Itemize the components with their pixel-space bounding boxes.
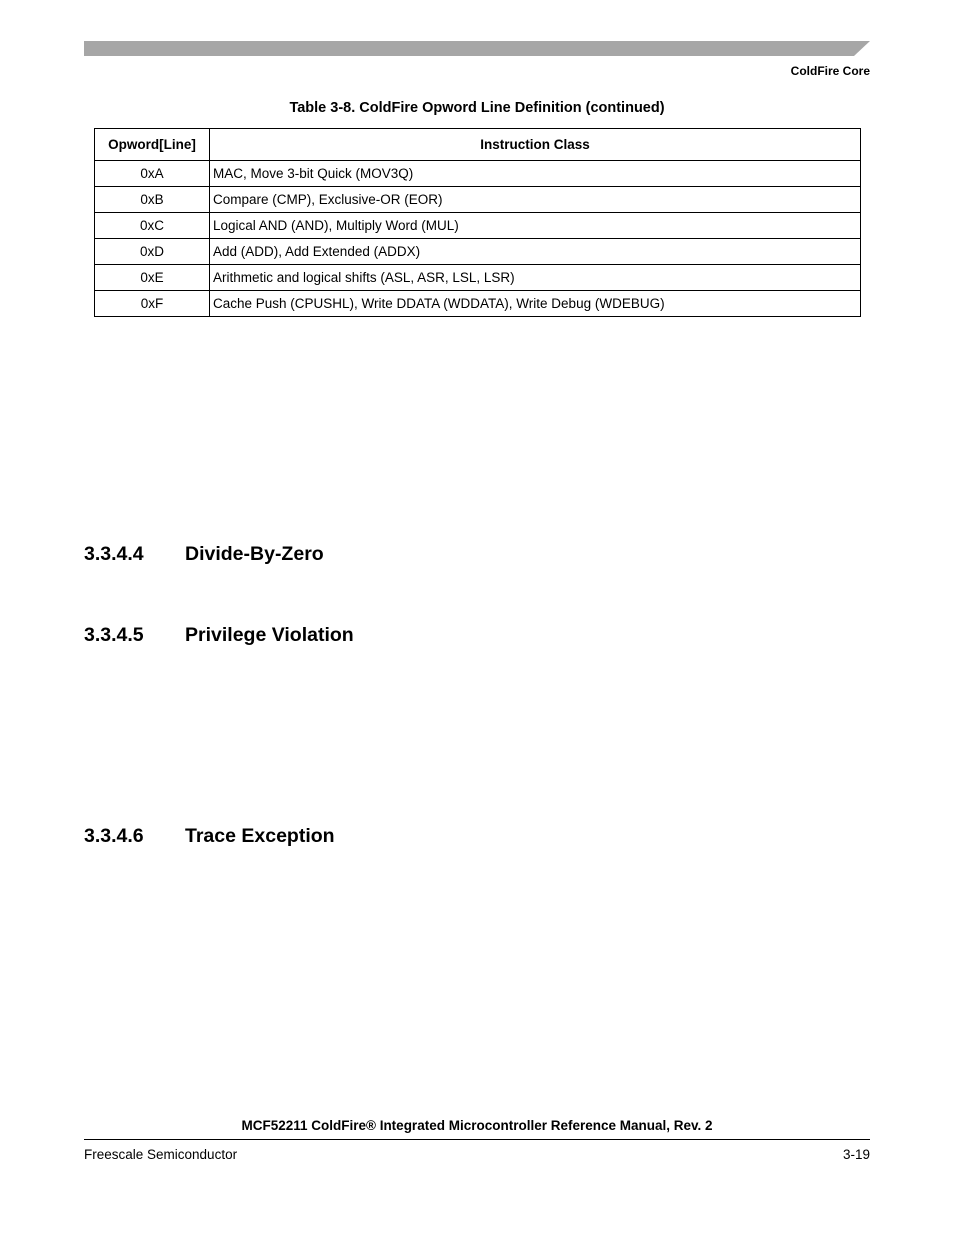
table-row (95, 187, 861, 213)
table-row (95, 291, 861, 317)
section-number: 3.3.4.4 (84, 543, 144, 565)
table-header-row (95, 129, 861, 161)
section-number: 3.3.4.5 (84, 624, 144, 646)
header-bar (84, 41, 870, 56)
instruction-class-cell: Compare (CMP), Exclusive-OR (EOR) (210, 187, 861, 213)
section-heading-privilege-violation (84, 624, 354, 647)
opword-table (94, 128, 861, 317)
table-row (95, 161, 861, 187)
footer-company: Freescale Semiconductor (84, 1147, 238, 1162)
instruction-class-cell: Cache Push (CPUSHL), Write DDATA (WDDATA), Write Debug (WDEBUG) (210, 291, 861, 317)
section-title: Privilege Violation (185, 624, 354, 646)
table-row (95, 213, 861, 239)
instruction-class-cell: MAC, Move 3-bit Quick (MOV3Q) (210, 161, 861, 187)
section-heading-trace-exception (84, 825, 335, 848)
section-title: Trace Exception (185, 825, 335, 847)
instruction-class-cell: Add (ADD), Add Extended (ADDX) (210, 239, 861, 265)
table-row (95, 265, 861, 291)
opword-cell: 0xB (95, 187, 210, 213)
table-row (95, 239, 861, 265)
column-header-opword: Opword[Line] (95, 129, 210, 161)
section-title: Divide-By-Zero (185, 543, 324, 565)
instruction-class-cell: Logical AND (AND), Multiply Word (MUL) (210, 213, 861, 239)
opword-cell: 0xE (95, 265, 210, 291)
table-title: Table 3-8. ColdFire Opword Line Definition (continued) (289, 100, 665, 116)
footer-divider (84, 1139, 870, 1140)
column-header-instruction-class: Instruction Class (210, 129, 861, 161)
opword-cell: 0xF (95, 291, 210, 317)
footer-page-number: 3-19 (842, 1147, 870, 1162)
opword-cell: 0xD (95, 239, 210, 265)
instruction-class-cell: Arithmetic and logical shifts (ASL, ASR, LSL, LSR) (210, 265, 861, 291)
section-number: 3.3.4.6 (84, 825, 144, 847)
opword-cell: 0xC (95, 213, 210, 239)
header-section-title: ColdFire Core (790, 64, 870, 78)
opword-cell: 0xA (95, 161, 210, 187)
footer-manual-title: MCF52211 ColdFire® Integrated Microcontroller Reference Manual, Rev. 2 (241, 1118, 713, 1133)
section-heading-divide-by-zero (84, 543, 324, 566)
